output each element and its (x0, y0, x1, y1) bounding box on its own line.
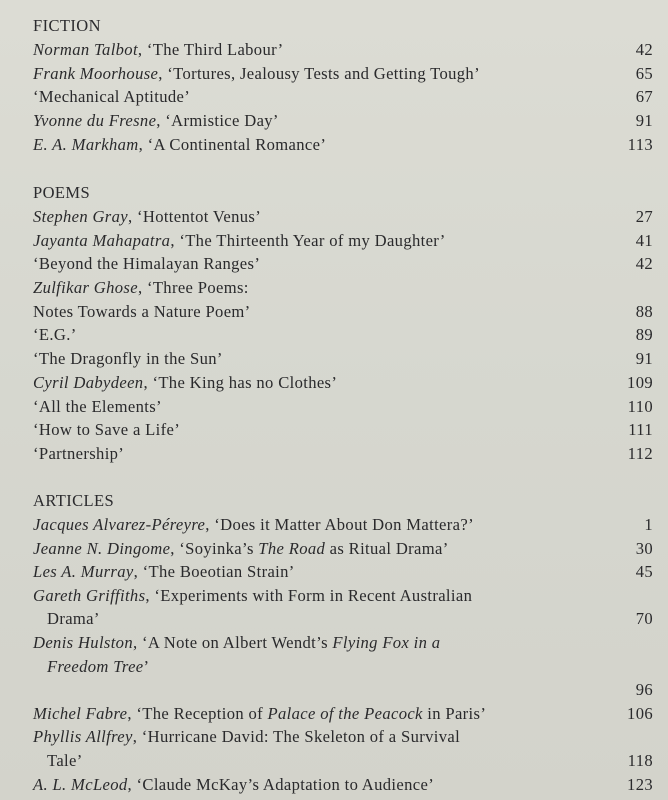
list-item: Norman Talbot, ‘The Third Labour’ 42 (33, 38, 653, 62)
entry-title: ‘The Boeotian Strain’ (142, 562, 295, 582)
page-number: 91 (635, 349, 653, 369)
page-number: 111 (628, 420, 653, 440)
entry-title-italic: Flying Fox in a (332, 632, 441, 652)
entry-title: ‘The Dragonfly in the Sun’ (33, 349, 223, 369)
list-item (33, 300, 653, 324)
entry-author: E. A. Markham (33, 134, 139, 154)
list-item: Gareth Griffiths, ‘Experiments with Form in Recent Australian (33, 585, 473, 605)
list-item: Zulfikar Ghose, ‘Three Poems: (33, 278, 249, 298)
list-item: Denis Hulston, ‘A Note on Albert Wendt’s Flying Fox in a (33, 632, 441, 652)
entry-author: Les A. Murray (33, 562, 134, 582)
entry-author: Jeanne N. Dingome (33, 538, 171, 558)
page-number: 70 (635, 609, 653, 629)
page-number: 91 (635, 111, 653, 131)
entry-title: ‘Claude McKay’s Adaptation to Audience’ (136, 774, 435, 794)
page-number: 123 (627, 774, 653, 794)
page-number: 96 (635, 680, 653, 700)
entry-author: Frank Moorhouse (33, 63, 159, 83)
page-number: 89 (635, 325, 653, 345)
page-number: 112 (627, 443, 653, 463)
list-item: Yvonne du Fresne, ‘Armistice Day’ 91 (33, 109, 653, 133)
entry-title: ‘The Reception of (136, 703, 268, 723)
entry-title: ‘Hurricane David: The Skeleton of a Survival (141, 727, 461, 747)
list-item: Jeanne N. Dingome, ‘Soyinka’s The Road as Ritual Drama’ 30 (33, 537, 653, 561)
entry-title-continuation: Tale’ (47, 750, 83, 770)
entry-title: ‘Three Poems: (146, 278, 249, 298)
entry-title: ‘Mechanical Aptitude’ (33, 87, 191, 107)
entry-author: Michel Fabre (33, 703, 128, 723)
entry-title: ‘Soyinka’s (179, 538, 259, 558)
list-item-page-line (33, 678, 653, 702)
entry-title: ‘Tortures, Jealousy Tests and Getting Tough’ (167, 63, 480, 83)
entry-author: Phyllis Allfrey (33, 727, 133, 747)
entry-title: ‘Armistice Day’ (165, 111, 279, 131)
entry-title: ‘How to Save a Life’ (33, 420, 181, 440)
page-number: 45 (635, 562, 653, 582)
entry-author: Stephen Gray (33, 207, 128, 226)
entry-title: ‘E.G.’ (33, 325, 77, 345)
entry-title-italic: The Road (258, 538, 326, 558)
articles-section (33, 489, 653, 796)
list-item-continuation (33, 655, 653, 679)
list-item: A. L. McLeod, ‘Claude McKay’s Adaptation to Audience’ 123 (33, 773, 653, 797)
list-item (33, 347, 653, 371)
entry-author: A. L. McLeod (33, 774, 128, 794)
page-number: 27 (635, 207, 653, 226)
page-number: 88 (635, 301, 653, 321)
list-item: E. A. Markham, ‘A Continental Romance’ 113 (33, 133, 653, 157)
page-number: 42 (635, 254, 653, 274)
list-item: Michel Fabre, ‘The Reception of Palace of the Peacock in Paris’ 106 (33, 702, 653, 726)
entry-author: Zulfikar Ghose (33, 278, 138, 298)
list-item: Phyllis Allfrey, ‘Hurricane David: The Skeleton of a Survival (33, 727, 461, 747)
entry-title: ‘A Continental Romance’ (147, 134, 327, 154)
page-number: 106 (627, 703, 653, 723)
entry-title-italic: Freedom Tree (47, 656, 144, 676)
entry-title-continuation: Drama’ (47, 609, 100, 629)
entry-title: ‘The King has no Clothes’ (152, 372, 338, 392)
page-number: 110 (627, 396, 653, 416)
page-number: 109 (627, 372, 653, 392)
entry-title: ‘Partnership’ (33, 443, 125, 463)
entry-title: as Ritual Drama’ (325, 538, 449, 558)
page-number: 1 (644, 515, 653, 534)
entry-title: ‘Does it Matter About Don Mattera?’ (214, 515, 474, 534)
section-heading: POEMS (33, 183, 91, 202)
entry-author: Norman Talbot (33, 40, 138, 59)
section-heading: FICTION (33, 16, 101, 35)
page-number: 118 (627, 750, 653, 770)
entry-title-continuation: ’ (143, 656, 150, 676)
entry-title: ‘Hottentot Venus’ (136, 207, 262, 226)
entry-author: Cyril Dabydeen (33, 372, 144, 392)
entry-title: ‘The Thirteenth Year of my Daughter’ (179, 230, 446, 250)
page-number: 30 (635, 538, 653, 558)
list-item (33, 323, 653, 347)
page-number: 41 (635, 230, 653, 250)
entry-title: ‘All the Elements’ (33, 396, 162, 416)
list-item (33, 395, 653, 419)
entry-title: ‘Beyond the Himalayan Ranges’ (33, 254, 261, 274)
entry-author: Jacques Alvarez-Péreyre (33, 515, 206, 534)
page-number: 65 (635, 63, 653, 83)
list-item-continuation (33, 607, 653, 631)
list-item (33, 418, 653, 442)
list-item: Jacques Alvarez-Péreyre, ‘Does it Matter About Don Mattera?’ 1 (33, 513, 653, 537)
entry-author: Denis Hulston (33, 632, 133, 652)
entry-title: ‘The Third Labour’ (146, 40, 284, 59)
entry-author: Gareth Griffiths (33, 585, 146, 605)
entry-title: in Paris’ (422, 703, 487, 723)
entry-author: Yvonne du Fresne (33, 111, 157, 131)
list-item: Cyril Dabydeen, ‘The King has no Clothes’ 109 (33, 371, 653, 395)
list-item: Les A. Murray, ‘The Boeotian Strain’ 45 (33, 560, 653, 584)
section-heading: ARTICLES (33, 491, 115, 510)
list-item: Stephen Gray, ‘Hottentot Venus’ 27 (33, 205, 653, 229)
list-item: Jayanta Mahapatra, ‘The Thirteenth Year of my Daughter’ 41 (33, 229, 653, 253)
list-item (33, 442, 653, 466)
fiction-section (33, 14, 653, 156)
entry-title: ‘Experiments with Form in Recent Australian (154, 585, 473, 605)
page-number: 113 (627, 134, 653, 154)
list-item (33, 252, 653, 276)
entry-title: ‘A Note on Albert Wendt’s (141, 632, 333, 652)
list-item (33, 85, 653, 109)
page-number: 67 (635, 87, 653, 107)
list-item: Frank Moorhouse, ‘Tortures, Jealousy Tests and Getting Tough’ 65 (33, 62, 653, 86)
entry-author: Jayanta Mahapatra (33, 230, 171, 250)
poems-section (33, 181, 653, 466)
entry-title-italic: Palace of the Peacock (267, 703, 423, 723)
list-item-continuation (33, 749, 653, 773)
page-number: 42 (635, 40, 653, 59)
entry-title: Notes Towards a Nature Poem’ (33, 301, 251, 321)
